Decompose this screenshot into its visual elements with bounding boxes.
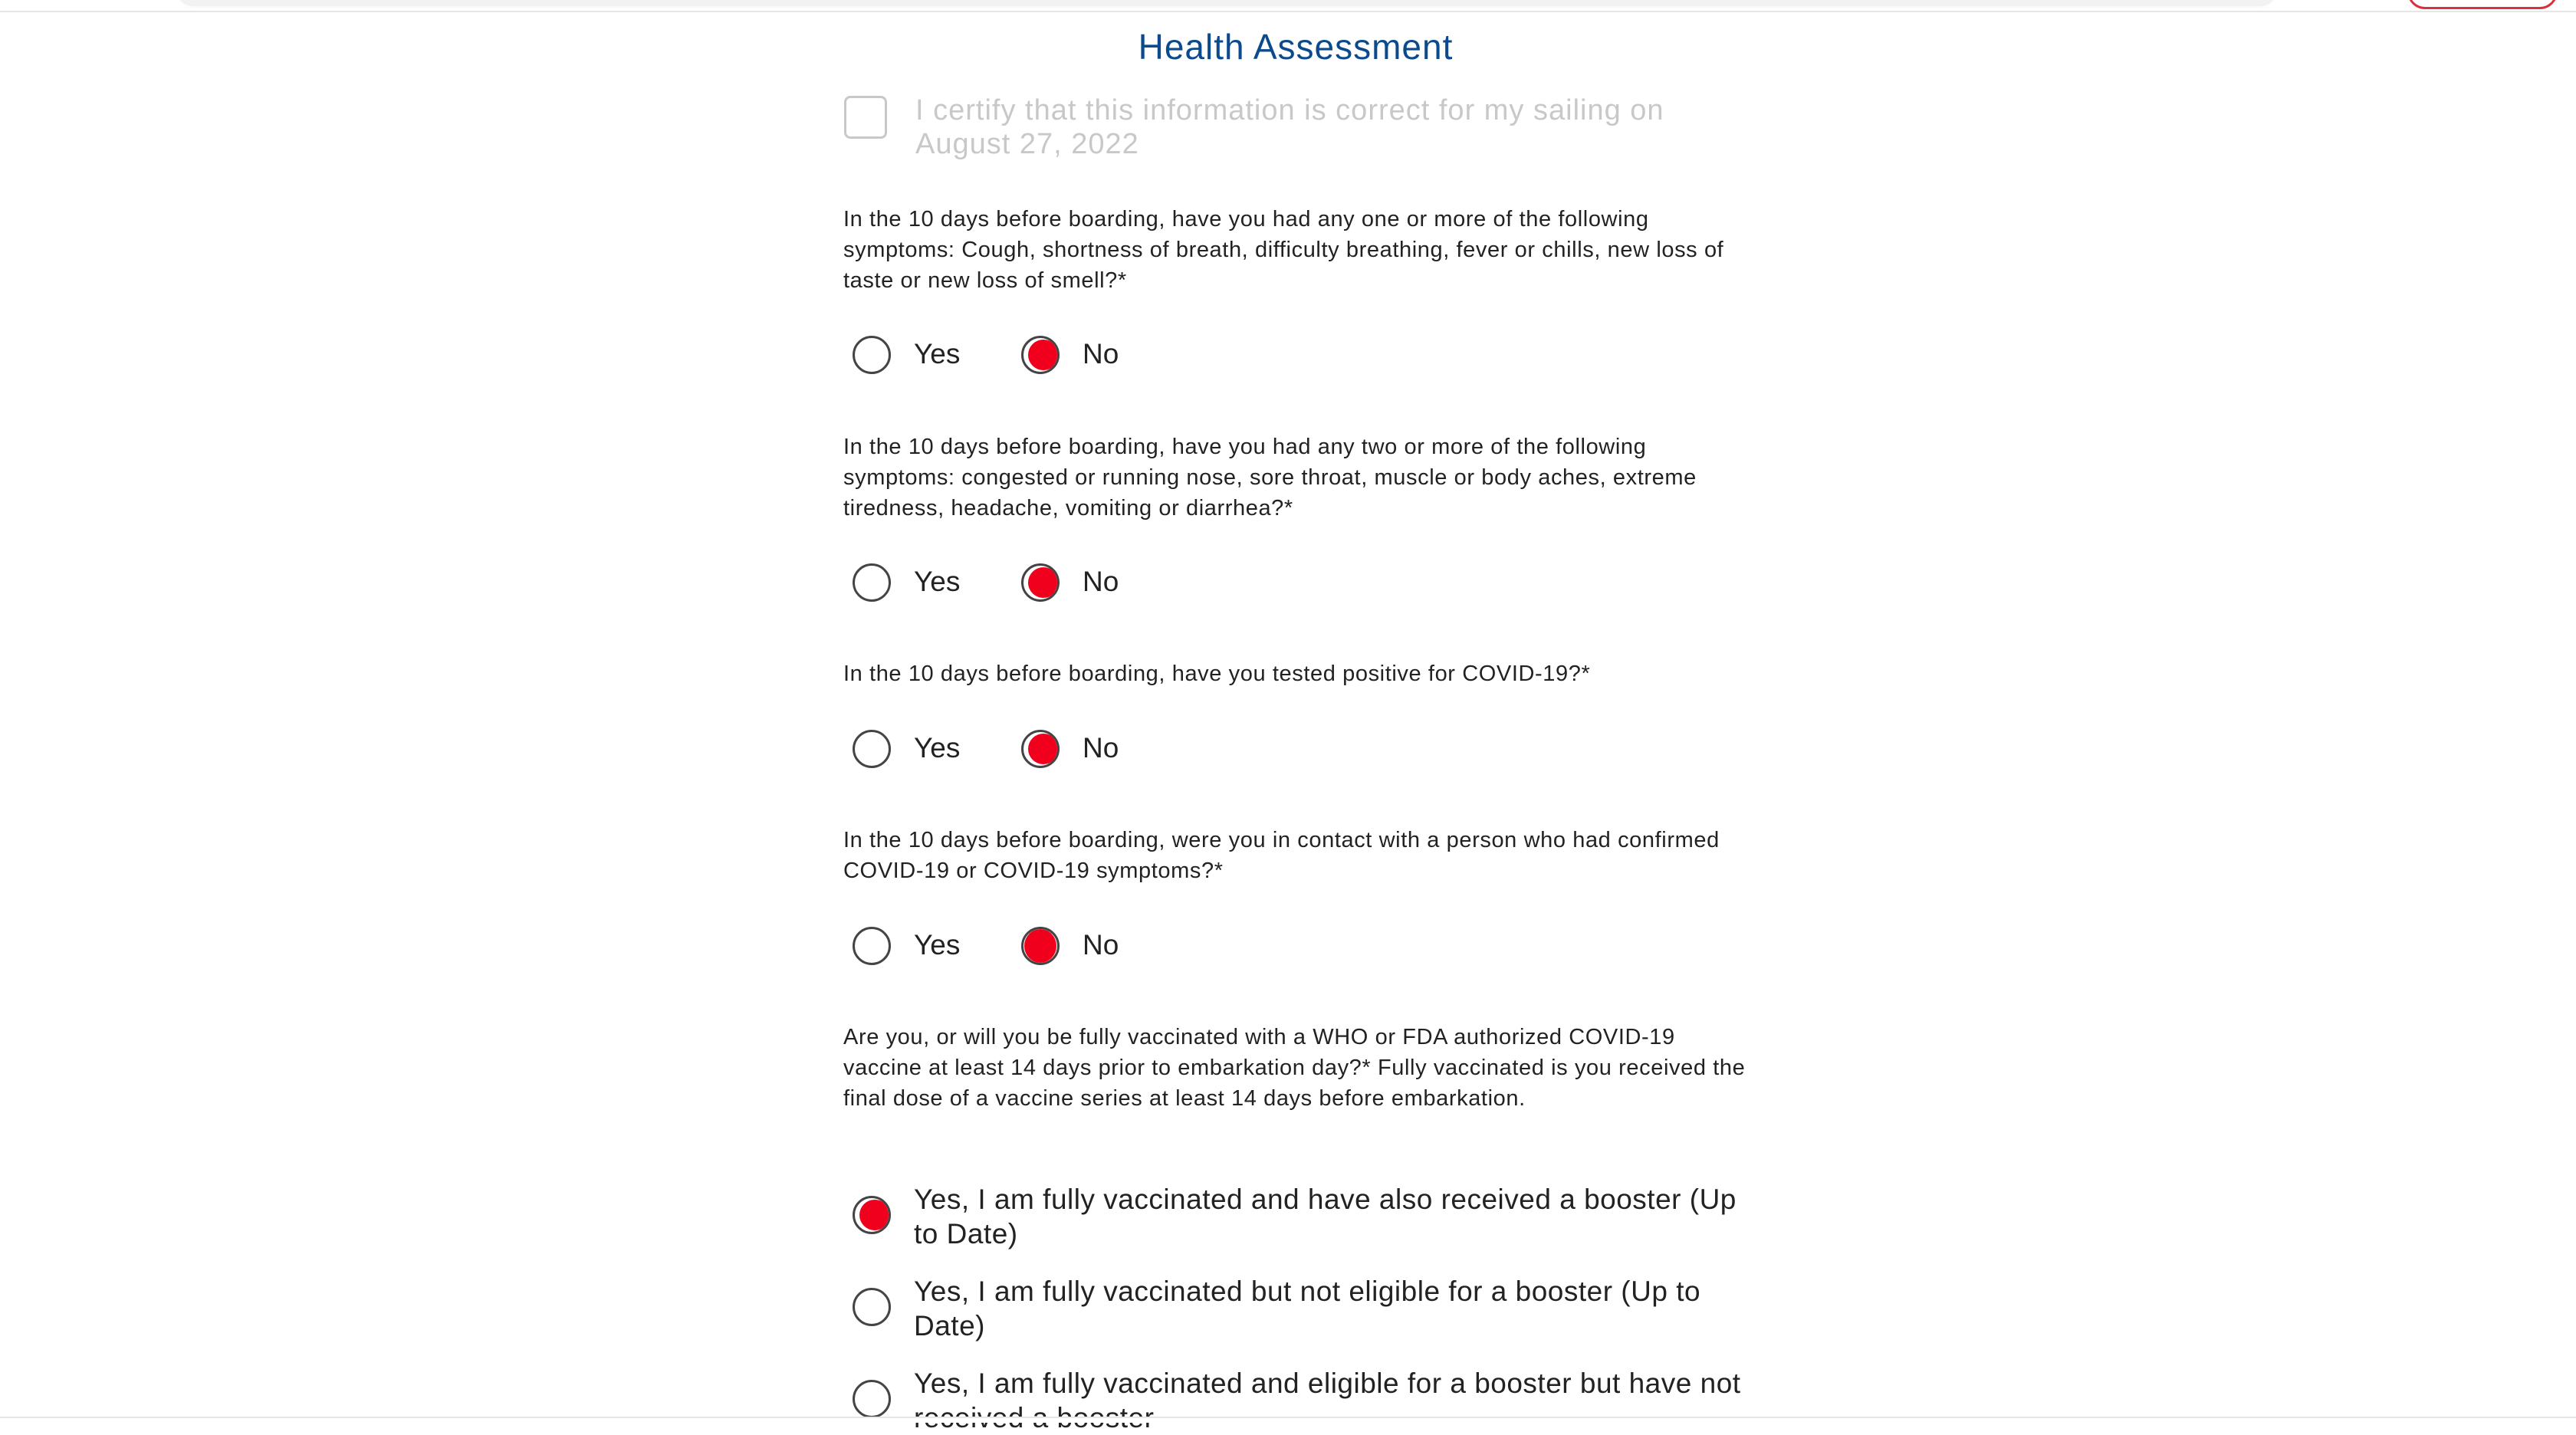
- question-4-yes-radio[interactable]: [853, 927, 891, 965]
- page-title: Health Assessment: [1138, 27, 1454, 67]
- question-2-text: In the 10 days before boarding, have you had any two or more of the following symptoms: congested or running nose, sore throat, muscle or body aches, extreme tiredness, headache, vomiting or diarrhea?*: [843, 435, 1697, 520]
- question-4-options: [843, 922, 1748, 968]
- question-1-yes-radio[interactable]: [853, 336, 891, 374]
- question-2-yes-radio[interactable]: [853, 563, 891, 602]
- question-3-yes-option[interactable]: [843, 725, 997, 771]
- question-1-options: [843, 331, 1748, 377]
- question-3-yes-label: Yes: [914, 732, 961, 763]
- question-2-yes-label: Yes: [914, 566, 961, 597]
- question-4-no-option[interactable]: [1012, 922, 1165, 968]
- question-1-yes-label: Yes: [914, 338, 961, 369]
- question-4-yes-label: Yes: [914, 929, 961, 960]
- bottom-edge: [0, 1417, 2576, 1423]
- question-3-yes-radio[interactable]: [853, 730, 891, 768]
- vaccination-option-2-radio[interactable]: [853, 1288, 891, 1326]
- question-2-no-option[interactable]: [1012, 559, 1165, 605]
- top-bar: [0, 0, 2576, 12]
- question-2-no-label: No: [1083, 566, 1119, 597]
- question-2-no-radio[interactable]: [1021, 563, 1060, 602]
- vaccination-question-text: Are you, or will you be fully vaccinated with a WHO or FDA authorized COVID-19 vaccine at least 14 days prior to embarkation day?* Fully vaccinated is you received the final dose of a vaccine series at least 14 days before embarkation.: [843, 1025, 1746, 1111]
- certify-checkbox[interactable]: [844, 96, 887, 139]
- question-3-no-radio[interactable]: [1021, 730, 1060, 768]
- top-action-button[interactable]: [2407, 0, 2558, 9]
- question-1-no-option[interactable]: [1012, 331, 1165, 377]
- certify-label: I certify that this information is correct for my sailing on August 27, 2022: [915, 94, 1664, 160]
- question-4-yes-option[interactable]: [843, 922, 997, 968]
- question-4-text: In the 10 days before boarding, were you in contact with a person who had confirmed COVID-19 or COVID-19 symptoms?*: [843, 828, 1720, 883]
- question-1-text: In the 10 days before boarding, have you had any one or more of the following symptoms: Cough, shortness of breath, difficulty breathing, fever or chills, new loss of taste or new loss of smell?*: [843, 207, 1724, 293]
- question-1-yes-option[interactable]: [843, 331, 997, 377]
- vaccination-option-3-label: Yes, I am fully vaccinated and eligible for a booster but have not: [914, 1368, 1741, 1399]
- question-3-options: [843, 725, 1748, 771]
- top-search-pill[interactable]: [176, 0, 2277, 5]
- vaccination-option-1-label: Yes, I am fully vaccinated and have also received a booster (Up to Date): [914, 1184, 1737, 1249]
- question-2-yes-option[interactable]: [843, 559, 997, 605]
- vaccination-option-2-label: Yes, I am fully vaccinated but not eligible for a booster (Up to Date): [914, 1276, 1701, 1341]
- vaccination-option-3-radio[interactable]: [853, 1380, 891, 1418]
- question-1-no-label: No: [1083, 338, 1119, 369]
- question-3-text: In the 10 days before boarding, have you tested positive for COVID-19?*: [843, 662, 1591, 686]
- question-1-no-radio[interactable]: [1021, 336, 1060, 374]
- vaccination-option-1-radio[interactable]: [853, 1196, 891, 1234]
- question-3-no-label: No: [1083, 732, 1119, 763]
- question-4-no-label: No: [1083, 929, 1119, 960]
- question-2-options: [843, 559, 1748, 605]
- question-3-no-option[interactable]: [1012, 725, 1165, 771]
- question-4-no-radio[interactable]: [1021, 927, 1060, 965]
